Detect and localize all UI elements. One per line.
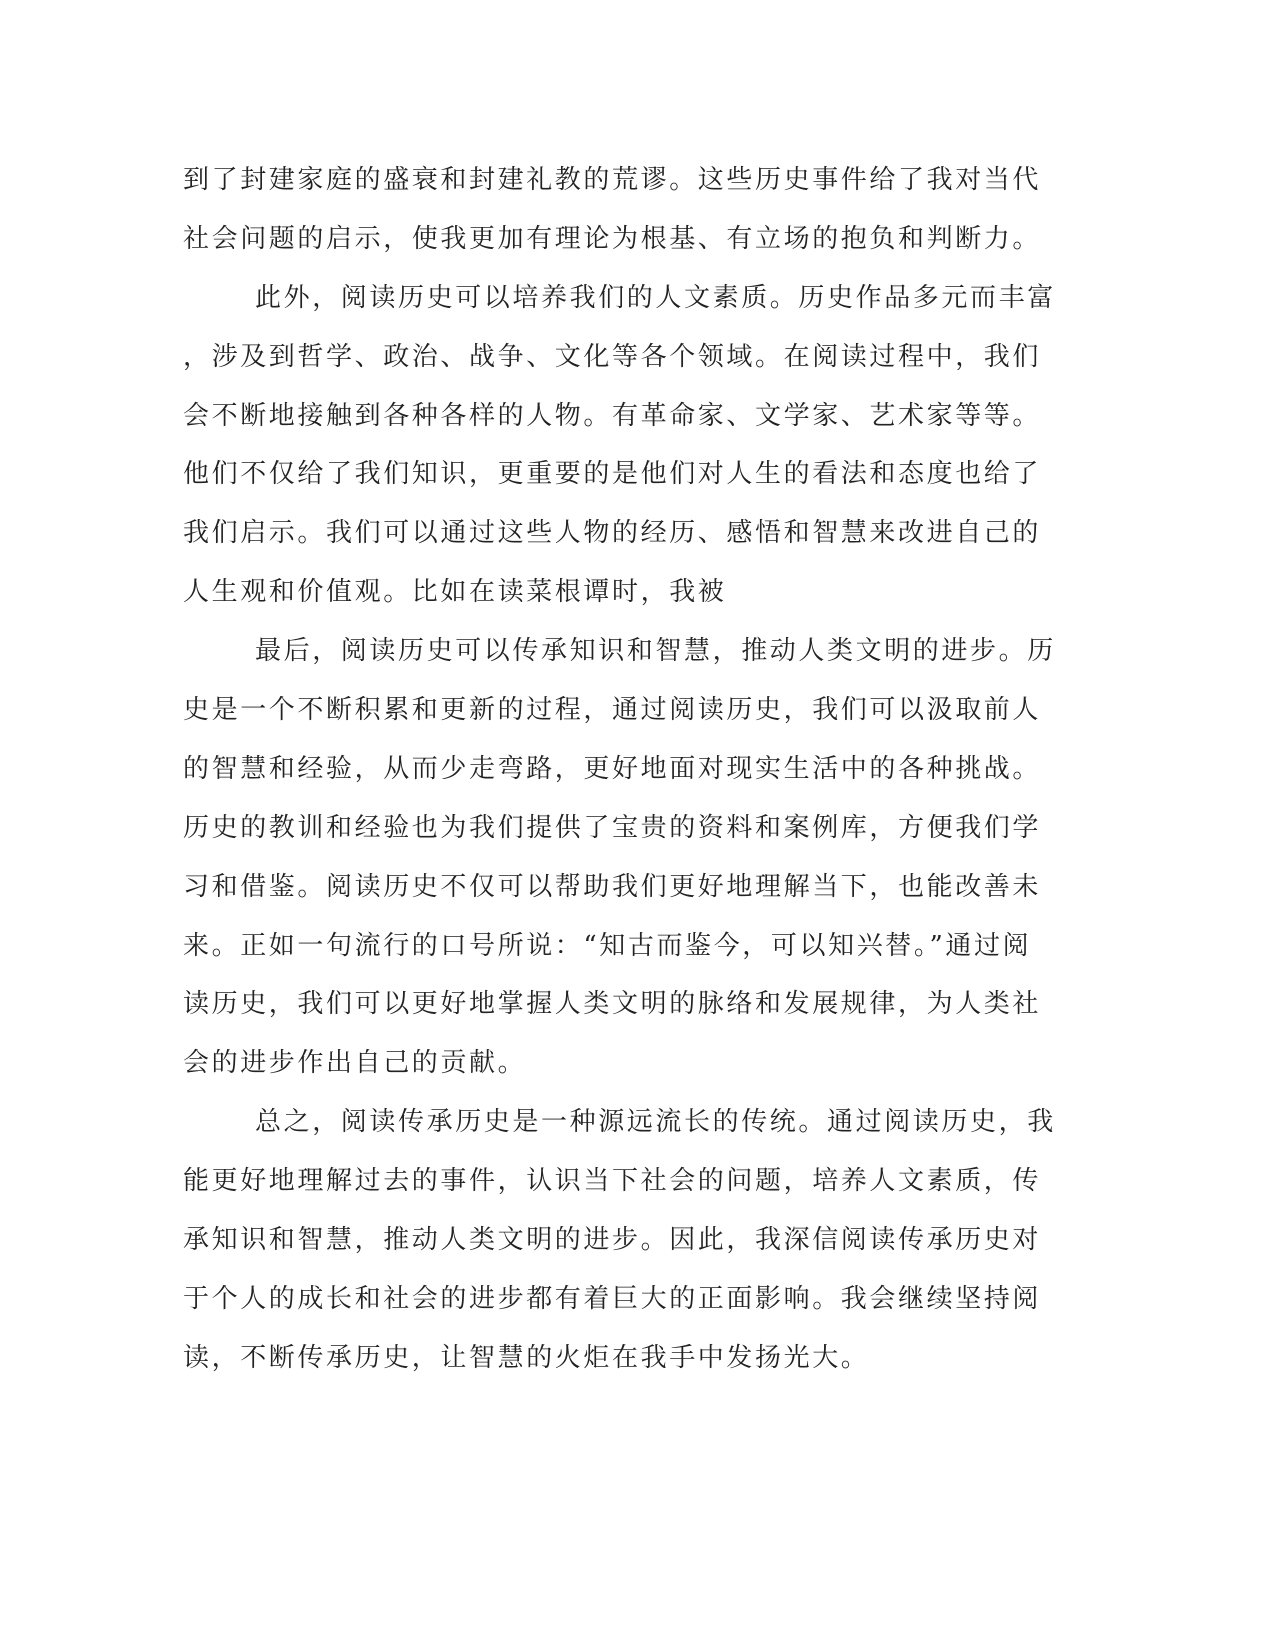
text-line: 社会问题的启示，使我更加有理论为根基、有立场的抱负和判断力。: [183, 223, 1042, 254]
text-line: 会的进步作出自己的贡献。: [183, 1048, 527, 1079]
document-body: [183, 160, 1056, 1397]
paragraph-start-line: 最后，阅读历史可以传承知识和智慧，推动人类文明的进步。历: [255, 636, 1056, 667]
text-line: 能更好地理解过去的事件，认识当下社会的问题，培养人文素质，传: [183, 1166, 1042, 1197]
text-line: ，涉及到哲学、政治、战争、文化等各个领域。在阅读过程中，我们: [183, 341, 1042, 372]
text-line: 到了封建家庭的盛衰和封建礼教的荒谬。这些历史事件给了我对当代: [183, 165, 1042, 195]
text-line: 读，不断传承历史，让智慧的火炬在我手中发扬光大。: [183, 1342, 870, 1373]
paragraph-start-line: 总之，阅读传承历史是一种源远流长的传统。通过阅读历史，我: [255, 1107, 1056, 1138]
text-line: 的智慧和经验，从而少走弯路，更好地面对现实生活中的各种挑战。: [183, 753, 1042, 784]
text-line: 承知识和智慧，推动人类文明的进步。因此，我深信阅读传承历史对: [183, 1225, 1042, 1256]
text-line: 于个人的成长和社会的进步都有着巨大的正面影响。我会继续坚持阅: [183, 1283, 1042, 1314]
text-line: 人生观和价值观。比如在读菜根谭时，我被: [183, 577, 727, 608]
paragraph-start-line: 此外，阅读历史可以培养我们的人文素质。历史作品多元而丰富: [255, 282, 1056, 313]
text-line: 历史的教训和经验也为我们提供了宝贵的资料和案例库，方便我们学: [183, 812, 1042, 843]
text-line: 他们不仅给了我们知识，更重要的是他们对人生的看法和态度也给了: [183, 459, 1042, 490]
text-line: 会不断地接触到各种各样的人物。有革命家、文学家、艺术家等等。: [183, 400, 1042, 431]
text-line: 习和借鉴。阅读历史不仅可以帮助我们更好地理解当下，也能改善未: [183, 871, 1042, 902]
text-line: 史是一个不断积累和更新的过程，通过阅读历史，我们可以汲取前人: [183, 695, 1042, 726]
text-line: 我们启示。我们可以通过这些人物的经历、感悟和智慧来改进自己的: [183, 518, 1042, 549]
text-line: 读历史，我们可以更好地掌握人类文明的脉络和发展规律，为人类社: [183, 989, 1042, 1020]
text-line: 来。正如一句流行的口号所说：“知古而鉴今，可以知兴替。”通过阅: [183, 930, 1032, 961]
